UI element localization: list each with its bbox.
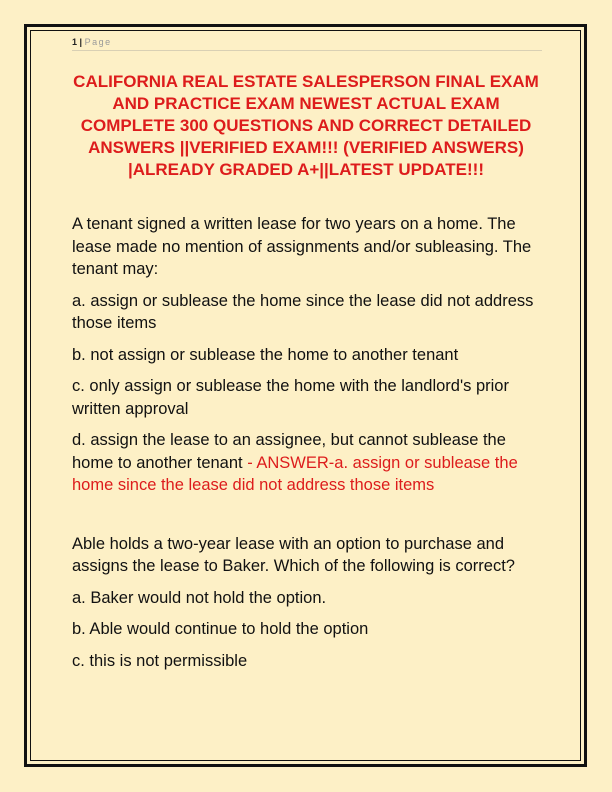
page-number: 1 [72,37,78,47]
question-text: A tenant signed a written lease for two years on a home. The lease made no mention of assignments and/or subleasing. The tenant may: [72,215,532,278]
document-body [72,213,542,681]
answer-option: b. not assign or sublease the home to another tenant [72,345,459,364]
answer-option-with-answer [72,429,542,497]
answer-option: a. Baker would not hold the option. [72,588,327,607]
question-gap [72,506,542,533]
answer-option: c. this is not permissible [72,651,248,670]
answer-option: b. Able would continue to hold the option [72,620,369,638]
page-label: Page [84,37,112,47]
answer-option: c. only assign or sublease the home with the landlord's prior written approval [72,377,509,418]
page-header [72,36,542,51]
answer-option: d. assign the lease to an assignee, but cannot sublease the home to another tenant [72,431,506,472]
correct-answer: - ANSWER-a. assign or sublease the home since the lease did not address those items [72,453,518,494]
page-separator: | [79,37,83,47]
document-title: CALIFORNIA REAL ESTATE SALESPERSON FINAL EXAM AND PRACTICE EXAM NEWEST ACTUAL EXAM COMPLETE 300 QUESTIONS AND CORRECT DETAILED ANSWERS ||VERIFIED EXAM!!! (VERIFIED ANSWERS) |ALREADY GRADED A+||LATEST UPDATE!!! [73,72,539,179]
question-text: Able holds a two-year lease with an option to purchase and assigns the lease to Baker. Which of the following is correct? [72,534,515,575]
answer-option: a. assign or sublease the home since the lease did not address those items [72,291,534,332]
